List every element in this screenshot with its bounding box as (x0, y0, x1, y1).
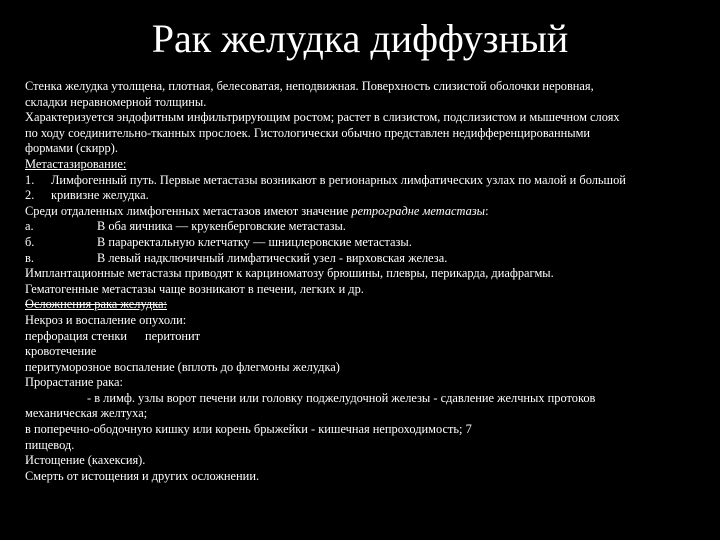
list-item (25, 235, 705, 251)
distant-suffix: : (485, 203, 489, 218)
list-text: В параректальную клетчатку — шницлеровские метастазы. (97, 234, 412, 249)
list-item (25, 219, 705, 235)
perforation-right: перитонит (145, 328, 201, 343)
text-line: Смерть от истощения и других осложнении. (25, 468, 260, 483)
perforation-left: перфорация стенки (25, 328, 127, 343)
text-line: механическая желтуха; (25, 406, 148, 421)
list-text: кривизне желудка. (51, 188, 149, 203)
text-line: в поперечно-ободочную кишку или корень брыжейки - кишечная непроходимость; 7 (25, 422, 472, 437)
text-line: Имплантационные метастазы приводят к карциноматозу брюшины, плевры, перикарда, диафрагмы. (25, 266, 554, 281)
text-line: Прорастание рака: (25, 375, 123, 390)
list-letter: б. (25, 234, 35, 249)
distant-prefix: Среди отдаленных лимфогенных метастазов имеют значение (25, 203, 352, 218)
invasion-text: - в лимф. узлы ворот печени или головку поджелудочной железы - сдавление желчных протоков (87, 390, 596, 405)
text-line: формами (скирр). (25, 141, 118, 156)
complications-heading: Осложнения рака желудка: (25, 297, 167, 312)
slide-body (25, 79, 705, 484)
list-item (25, 251, 705, 267)
list-item (25, 188, 705, 204)
text-line: складки неравномерной толщины. (25, 94, 207, 109)
text-line: Гематогенные метастазы чаще возникают в печени, легких и др. (25, 281, 364, 296)
list-item (25, 173, 705, 189)
text-line: пищевод. (25, 437, 75, 452)
list-text: Лимфогенный путь. Первые метастазы возникают в регионарных лимфатических узлах по малой и большой (51, 172, 626, 187)
text-line (25, 391, 705, 407)
text-line: Истощение (кахексия). (25, 453, 146, 468)
text-line (25, 329, 705, 345)
text-line: по ходу соединительно-тканных прослоек. Гистологически обычно представлен недифференцированными (25, 125, 591, 140)
text-line: Характеризуется эндофитным инфильтрирующим ростом; растет в слизистом, подслизистом и мышечном слоях (25, 110, 620, 125)
slide-title: Рак желудка диффузный (151, 16, 569, 61)
text-line: кровотечение (25, 344, 97, 359)
metastasis-heading: Метастазирование: (25, 156, 127, 171)
list-number: 2. (25, 188, 35, 203)
text-line: перитуморозное воспаление (вплоть до флегмоны желудка) (25, 359, 340, 374)
list-number: 1. (25, 172, 35, 187)
list-text: В левый надключичный лимфатический узел - вирховская железа. (97, 250, 448, 265)
text-line: Некроз и воспаление опухоли: (25, 312, 187, 327)
list-letter: в. (25, 250, 34, 265)
distant-italic: ретроградне метастазы (351, 203, 486, 218)
list-text: В оба яичника — крукенберговские метастазы. (97, 219, 346, 234)
list-letter: а. (25, 219, 34, 234)
text-line (25, 204, 705, 220)
text-line: Стенка желудка утолщена, плотная, белесоватая, неподвижная. Поверхность слизистой оболочки неровная, (25, 79, 594, 93)
